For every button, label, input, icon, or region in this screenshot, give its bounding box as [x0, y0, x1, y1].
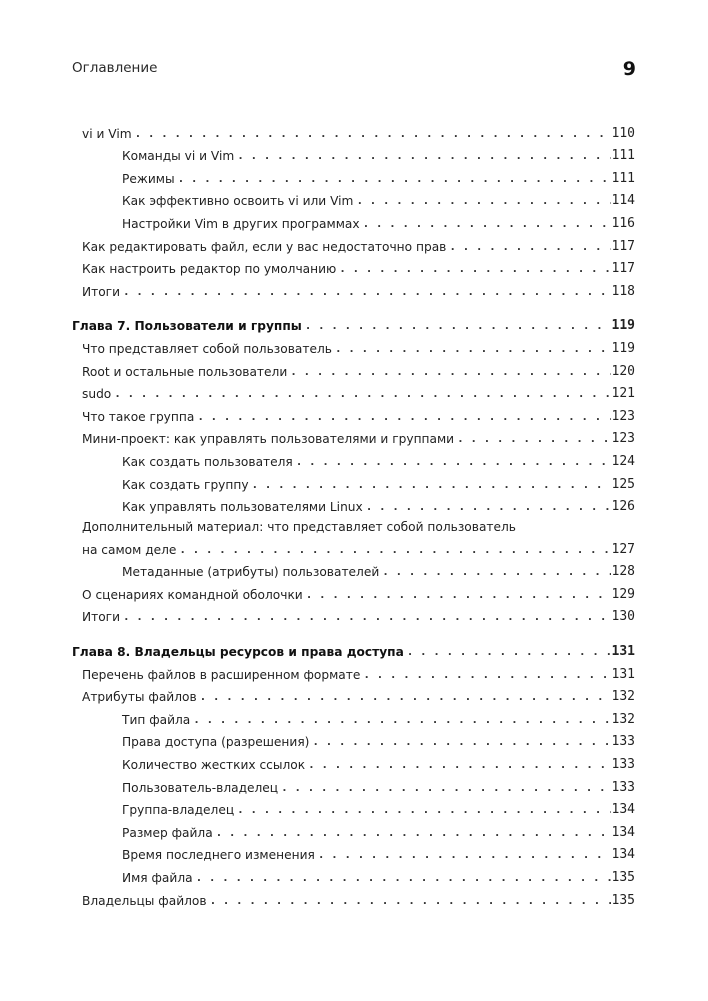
toc-entry[interactable]	[72, 208, 635, 231]
leader-dots	[366, 501, 611, 514]
toc-entry-page: 130	[611, 609, 635, 625]
toc-entry[interactable]	[72, 885, 635, 908]
toc-entry-page: 119	[611, 340, 635, 356]
toc-entry-title-line1[interactable]: Дополнительный материал: что представляет собой пользователь	[82, 520, 516, 535]
leader-dots	[356, 195, 610, 208]
toc-entry-title: Метаданные (атрибуты) пользователей	[122, 565, 382, 579]
toc-entry-page: 123	[611, 431, 635, 447]
toc-entry-title: О сценариях командной оболочки	[82, 588, 306, 602]
toc-entry-title: Перечень файлов в расширенном формате	[82, 668, 363, 682]
toc-entry[interactable]	[72, 534, 635, 557]
toc-entry-title: Атрибуты файлов	[82, 690, 200, 704]
leader-dots	[179, 544, 610, 557]
toc-entry-page: 127	[611, 541, 635, 557]
toc-entry-title: Права доступа (разрешения)	[122, 735, 312, 749]
toc-entry-page: 117	[611, 261, 635, 277]
toc-entry-page: 128	[611, 564, 635, 580]
toc-chapter-title: Глава 8. Владельцы ресурсов и права доступа	[72, 645, 407, 659]
toc-entry-title: Настройки Vim в других программах	[122, 217, 363, 231]
toc-entry-page: 111	[611, 148, 635, 164]
toc-entry-title: Итоги	[82, 610, 123, 624]
page-number: 9	[622, 58, 636, 80]
toc-entry[interactable]	[72, 704, 635, 727]
leader-dots	[135, 128, 611, 141]
leader-dots	[237, 804, 610, 817]
toc-entry-title: Как настроить редактор по умолчанию	[82, 262, 339, 276]
leader-dots	[449, 241, 610, 254]
toc-entry[interactable]	[72, 682, 635, 705]
leader-dots	[193, 714, 610, 727]
toc-entry[interactable]	[72, 840, 635, 863]
leader-dots	[457, 433, 610, 446]
leader-dots	[382, 566, 610, 579]
toc-entry[interactable]	[72, 749, 635, 772]
toc-entry-page: 131	[611, 666, 635, 682]
toc-entry-page: 125	[611, 476, 635, 492]
toc-entry[interactable]	[72, 659, 635, 682]
toc-entry-page: 124	[611, 453, 635, 469]
toc-entry[interactable]	[72, 379, 635, 402]
toc-entry-title: Как эффективно освоить vi или Vim	[122, 194, 356, 208]
leader-dots	[407, 646, 611, 659]
toc-entry-title: Владельцы файлов	[82, 894, 210, 908]
toc-entry[interactable]	[72, 795, 635, 818]
toc-entry-title: Что представляет собой пользователь	[82, 342, 335, 356]
toc-entry-title: sudo	[82, 387, 114, 401]
toc-entry-page: 120	[611, 363, 635, 379]
toc-entry-page: 131	[611, 644, 635, 660]
toc-entry-page: 116	[611, 215, 635, 231]
toc-entry[interactable]	[72, 254, 635, 277]
toc-entry-title: Как редактировать файл, если у вас недостаточно прав	[82, 240, 449, 254]
toc-entry[interactable]	[72, 602, 635, 625]
toc-entry-page: 110	[611, 125, 635, 141]
toc-entry-title: Мини-проект: как управлять пользователями и группами	[82, 432, 457, 446]
toc-entry-title: Режимы	[122, 172, 178, 186]
toc-entry[interactable]	[72, 276, 635, 299]
toc-entry-page: 132	[611, 711, 635, 727]
toc-entry[interactable]	[72, 469, 635, 492]
leader-dots	[200, 691, 611, 704]
table-of-contents	[72, 118, 635, 908]
toc-entry-page: 134	[611, 847, 635, 863]
toc-entry[interactable]	[72, 333, 635, 356]
leader-dots	[290, 366, 610, 379]
toc-entry-title: Что такое группа	[82, 410, 197, 424]
toc-entry[interactable]	[72, 141, 635, 164]
toc-entry-page: 133	[611, 734, 635, 750]
leader-dots	[123, 286, 611, 299]
toc-entry-title: Имя файла	[122, 871, 196, 885]
toc-entry[interactable]	[72, 231, 635, 254]
toc-entry-page: 121	[611, 386, 635, 402]
leader-dots	[308, 759, 610, 772]
toc-entry-page: 135	[611, 892, 635, 908]
toc-entry[interactable]	[72, 579, 635, 602]
leader-dots	[210, 895, 611, 908]
toc-entry[interactable]	[72, 118, 635, 141]
leader-dots	[305, 320, 611, 333]
leader-dots	[281, 782, 610, 795]
toc-entry-title: Размер файла	[122, 826, 216, 840]
toc-entry-page: 118	[611, 283, 635, 299]
toc-entry-page: 123	[611, 408, 635, 424]
toc-entry-title: на самом деле	[82, 543, 179, 557]
leader-dots	[123, 611, 611, 624]
toc-entry-title: Как создать пользователя	[122, 455, 296, 469]
leader-dots	[296, 456, 611, 469]
toc-entry-title: Root и остальные пользователи	[82, 365, 290, 379]
running-title: Оглавление	[72, 60, 158, 76]
toc-entry[interactable]	[72, 772, 635, 795]
toc-entry-page: 135	[611, 870, 635, 885]
leader-dots	[196, 872, 611, 885]
toc-entry[interactable]	[72, 492, 635, 515]
toc-entry-page: 119	[611, 318, 635, 334]
toc-entry[interactable]	[72, 727, 635, 750]
leader-dots	[312, 736, 610, 749]
toc-entry[interactable]	[72, 401, 635, 424]
toc-entry-page: 111	[611, 170, 635, 186]
toc-entry-page: 133	[611, 779, 635, 795]
toc-entry-title: Пользователь-владелец	[122, 781, 281, 795]
toc-entry[interactable]	[72, 446, 635, 469]
toc-entry-title: Группа-владелец	[122, 803, 237, 817]
toc-entry-title: Как создать группу	[122, 478, 252, 492]
toc-entry-title: Как управлять пользователями Linux	[122, 500, 366, 514]
toc-entry[interactable]	[72, 186, 635, 209]
leader-dots	[363, 669, 610, 682]
leader-dots	[197, 411, 610, 424]
leader-dots	[339, 263, 610, 276]
toc-entry-page: 129	[611, 586, 635, 602]
toc-entry[interactable]	[72, 817, 635, 840]
leader-dots	[237, 150, 610, 163]
toc-entry-page: 126	[611, 499, 635, 515]
page-header	[72, 58, 636, 82]
toc-entry-title: vi и Vim	[82, 127, 135, 141]
leader-dots	[216, 827, 611, 840]
leader-dots	[318, 849, 611, 862]
toc-entry[interactable]	[72, 356, 635, 379]
toc-entry-page: 114	[611, 193, 635, 209]
leader-dots	[306, 589, 611, 602]
toc-chapter-title: Глава 7. Пользователи и группы	[72, 319, 305, 333]
leader-dots	[252, 479, 611, 492]
toc-entry[interactable]	[72, 424, 635, 447]
leader-dots	[114, 388, 610, 401]
toc-entry-page: 132	[611, 689, 635, 705]
leader-dots	[363, 218, 611, 231]
toc-entry-page: 133	[611, 757, 635, 773]
toc-entry-title: Тип файла	[122, 713, 193, 727]
toc-entry-page: 134	[611, 824, 635, 840]
toc-entry[interactable]	[72, 557, 635, 580]
toc-entry-title: Итоги	[82, 285, 123, 299]
toc-chapter-7[interactable]	[72, 311, 635, 334]
toc-entry[interactable]	[72, 862, 635, 885]
toc-chapter-8[interactable]	[72, 636, 635, 659]
toc-entry-page: 117	[611, 238, 635, 254]
toc-entry-page: 134	[611, 802, 635, 818]
toc-entry-title: Команды vi и Vim	[122, 149, 237, 163]
leader-dots	[178, 173, 611, 186]
toc-entry-title: Количество жестких ссылок	[122, 758, 308, 772]
leader-dots	[335, 343, 611, 356]
toc-entry[interactable]	[72, 163, 635, 186]
toc-entry-title: Время последнего изменения	[122, 848, 318, 862]
